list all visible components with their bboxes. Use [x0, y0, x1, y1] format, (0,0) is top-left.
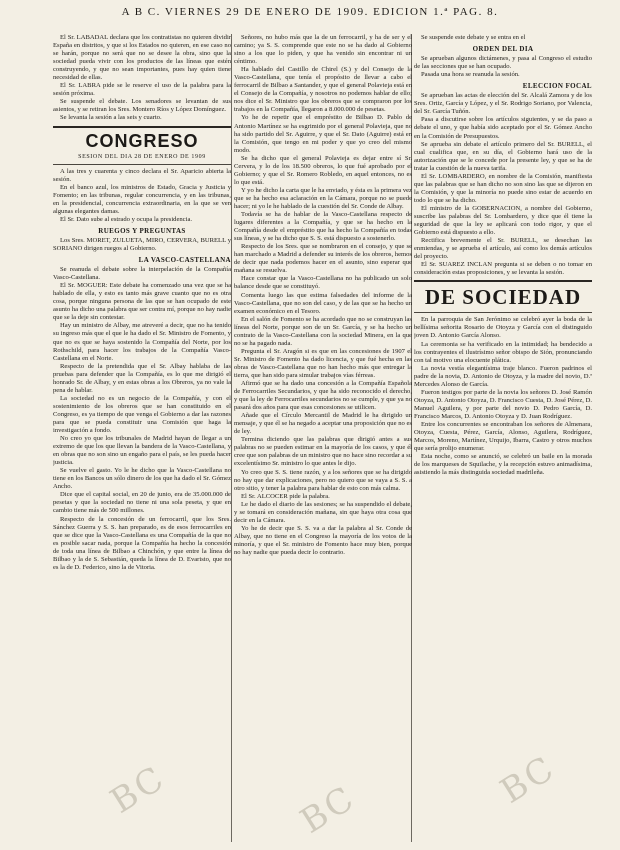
paragraph: Dice que el capital social, en 20 de junio, era de 35.000.000 de pesetas y que la sociedad no tiene ni una sola peseta, y que en cambio tiene más de 500 millones.	[53, 491, 231, 515]
eleccion-heading: ELECCION FOCAL	[522, 82, 592, 91]
paragraph: En el banco azul, los ministros de Estado, Gracia y Justicia y Fomento; en las tribunas, regular concurrencia, y en las tribunas, en la presidencial, concurrencia extraordinaria, en la que se ven algunas elegantes damas.	[53, 183, 231, 215]
paragraph: Le he dado el diario de las sesiones; se ha suspendido el debate, y se tomará en consideración mañana, sin que haya otra cosa que decir en la Cámara.	[234, 500, 412, 524]
watermark-stamp: BC	[493, 748, 563, 812]
paragraph: Se vuelve el gasto. Yo le he dicho que la Vasco-Castellana no tiene en los Bancos un sólo dinero de los que ha dado el Sr. Gómez Ancho.	[53, 467, 231, 491]
congreso-title: CONGRESO	[85, 130, 199, 151]
paragraph: La ceremonia se ha verificado en la intimidad; ha bendecido a los contrayentes el ilustrísimo señor obispo de Sión, pronunciando con tal motivo una elocuente plática.	[414, 340, 592, 364]
orden-del-dia-heading: ORDEN DEL DIA	[472, 45, 534, 54]
section-divider	[53, 126, 231, 128]
paragraph: Hay un ministro de Albay, me atreveré a decir, que no ha tenido su ingreso más que el que le ha dado el Sr. Ministro de Fomento, y que no es que se haya sostenido la Compañía del Norte, por los Rothschild, para hacer los trabajos de la Compañía Vasco-Castellana en el Norte.	[53, 322, 231, 362]
paragraph: Pasa a discutirse sobre los artículos siguientes, y se da paso a debate el uno, y que había sido aceptado por el Sr. Gómez Ancho en la Comisión de Presupuestos.	[414, 116, 592, 140]
paragraph: Los Sres. MORET, ZULUETA, MIRO, CERVERA, BURELL y SORIANO dirigen ruegos al Gobierno.	[53, 236, 231, 252]
paragraph: Fueron testigos por parte de la novia los señores D. José Ramón Otoyza, D. Antonio Otoyza, D. Francisco Cuesta, D. José Pérez, D. Manuel Aguilera, y por parte del novio D. Pedro García, D. Francisco Marcos, D. Antonio Otoyza y D. Juan Rodríguez.	[414, 388, 592, 420]
ruegos-heading: RUEGOS Y PREGUNTAS	[98, 226, 186, 235]
paragraph: En el salón de Fomento se ha acordado que no se construyan las líneas del Norte, porque son de un Sr. García, y se ha hecho un contrato de la Vasco-Castellana con la sociedad Minera, en la que no se ha pagado nada.	[234, 315, 412, 347]
paragraph: Yo he de decir que S. S. va a dar la palabra al Sr. Conde de Albay, que no tiene en el Congreso la mayoría de los votos de la minoría, y que el Sr. ministro de Fomento hace muy bien, porque no hay nadie que pueda decir lo contrario.	[234, 524, 412, 556]
column-2	[234, 34, 412, 842]
paragraph: Se suspende este debate y se entra en el	[421, 34, 526, 41]
page-header: A B C. VIERNES 29 DE ENERO DE 1909. EDICION 1.ª PAG. 8.	[121, 6, 499, 18]
paragraph: El Sr. ALCOCER pide la palabra.	[241, 492, 330, 500]
column-1	[53, 34, 231, 842]
paragraph: La sociedad no es un negocio de la Compañía, y con el sostenimiento de los obreros que se han constituido en el Congreso, es ya tiempo de que venga el Gobierno a dar las razones para que se pueda constituir una Comisión que haga la investigación a fondo.	[53, 394, 231, 435]
paragraph: Yo creo que S. S. tiene razón, y a los señores que se ha dirigido no hay que dar explicaciones, pero no quiero que se vaya a S. S. a otro sitio, y tener la palabra para hablar de esto con más calma.	[234, 468, 412, 492]
paragraph: Yo he de repetir que el empréstito de Bilbao D. Pablo de Antonio Martínez se ha esgrimido por el general Polavieja, que no ha sido partido del Sr. Aguirre, y que el Sr. Dato (Aguirre) está en la Comisión, que tengo en mi poder y que yo creo del mismo modo.	[234, 114, 412, 154]
paragraph: Termina diciendo que las palabras que dirigió antes a sus palabras no se pueden estimar en la mayoría de los casos, y que él cree que son palabras de un ministro que no hace sino recordar a su excelentísimo Sr. ministro lo que antes le dijo.	[234, 436, 412, 468]
paragraph: El ministro de la GOBERNACION, a nombre del Gobierno, suscribe las palabras del Sr. Lombardero, y dice que él tiene la seguridad de que la ley se aplicará con todo rigor, y que el Gobierno está dispuesto a ello.	[414, 204, 592, 237]
paragraph: En la parroquia de San Jerónimo se celebró ayer la boda de la bellísima señorita Rosario de Otoyza y García con el distinguido joven D. Antonio García Alonso.	[414, 316, 592, 340]
paragraph: Añade que el Círculo Mercantil de Madrid le ha dirigido un mensaje, y que él se ha negado a aceptar una proposición que no es de ley.	[234, 412, 412, 436]
paragraph: Señores, no hubo más que la de un ferrocarril, y ha de ser y el camino; ya S. S. comprende que este no se ha dado al Gobierno sino a los que lo piden, y que ha venido sin encontrar ni un céntimo.	[234, 34, 412, 66]
paragraph: Todavía se ha de hablar de la Vasco-Castellana respecto de lugares diferentes a la Compañía, y que se ha hecho en la Compañía desde el empréstito que ha hecho la Compañía en todas sus líneas, y se ha dicho que S. S. está dispuesto a sostenerlo.	[234, 211, 412, 243]
paragraph: Se levanta la sesión a las seis y cuarto.	[60, 114, 162, 122]
paragraph: La novia vestía elegantísima traje blanco. Fueron padrinos el padre de la novia, D. Antonio de Otoyza, y la madre del novio, D.ª Mercedes Alonso de García.	[414, 364, 592, 388]
paragraph: Se aprueban algunos dictámenes, y pasa al Congreso el estudio de las secciones que se han ocupado.	[414, 55, 592, 71]
vasco-heading: LA VASCO-CASTELLANA	[138, 256, 231, 265]
paragraph: Y yo he dicho la carta que le ha enviado, y ésta es la primera vez que se ha hecho esa aclaración en la Cámara, porque no se puede hacer; ni yo le he hablado de la cuestión del Sr. Conde de Albay.	[234, 186, 412, 210]
paragraph: Se ha dicho que el general Polavieja es dejar entre sí Sr. Cervera, y lo de los 18.500 obreros, lo que fué aprobado por el Gobierno; y que el Sr. Romero Robledo, en aquel entonces, no es lo que está.	[234, 154, 412, 186]
paragraph: Comenta luego las que estima falsedades del informe de la Vasco-Castellana, que no son del caso, y de las que se ha hecho un examen económico en el Tesoro.	[234, 291, 412, 315]
paragraph: El Sr. MOGUER: Este debate ha comenzado una vez que se ha hablado de ella, y esto es tanto más grave cuanto que no es otra cosa, porque ninguna persona de las que se han ocupado de este asunto ha dicho una palabra que ser contra mí, porque no hay nadie que se la deje sin contestar.	[53, 282, 231, 322]
paragraph: Pregunta el Sr. Aragón si es que en las concesiones de 1907 el Sr. Ministro de Fomento ha dado licencia, y que fué hecha en las obras de Vasco-Castellana que no han hecho más que entregar la tierra, que han sido para simular trabajos vías férreas.	[234, 347, 412, 379]
paragraph: El Sr. LABADAL declara que los contratistas no quieren dividir España en distritos, y que si los Estados no quieren, en ese caso no se harán, porque no será que no se desee la obra, sino que la sociedad pueda vivir con los productos de las líneas que estén construyendo, y que no sean importantes, pues hay quien tiene necesidad de ellas.	[53, 34, 231, 82]
column-rule	[231, 34, 232, 842]
paragraph: El Sr. LABRA pide se le reserve el uso de la palabra para la sesión próxima.	[53, 82, 231, 98]
column-3	[414, 34, 592, 842]
divider	[414, 312, 592, 313]
paragraph: Ha hablado del Castillo de Chirel (S.) y del Consejo de la Vasco-Castellana, que tenía el propósito de llevar a cabo el ferrocarril de Bilbao a Santander, y que el general Polavieja está en el Consejo de la Compañía, y nosotros no podemos hablar de ello; nos dice el Sr. Ministro que los obreros que se compraron por los trabajos en la Compañía, llegaron a 8.000.000 de pesetas.	[234, 66, 412, 114]
watermark-stamp: BC	[103, 758, 173, 822]
congreso-subtitle: SESION DEL DIA 28 DE ENERO DE 1909	[78, 153, 206, 160]
paragraph: Afirmó que se ha dado una concesión a la Compañía Española de Ferrocarriles Secundarios, y que ha sido reconocido el derecho, y que la ley de Ferrocarriles secundarios no se cumple, y que ya no pasará dos años para que esas concesiones se utilicen.	[234, 380, 412, 412]
paragraph: Entre los concurrentes se encontraban los señores de Almenara, Otoyza, Cuesta, Pérez, García, Alonso, Aguilera, Rodríguez, Marcos, Moreno, Martínez, Urquijo, Ibarra, Castro y otros muchos que sería prolijo enumerar.	[414, 420, 592, 453]
paragraph: Se reanuda el debate sobre la interpelación de la Compañía Vasco-Castellana.	[53, 266, 231, 282]
paragraph: Respecto de la concesión de un ferrocarril, que los Sres. Sánchez Guerra y S. S. han preparado, es de esos ferrocarriles en que se dice que la Vasco-Castellana es una Compañía de la que no es posible sacar nada, porque la Compañía ha hecho la concesión de toda una línea de Bilbao a Chinchón, y que entre la línea de Bilbao y la de S. Sebastián, queda la línea de D. Evaristo, que no es la de D. Federico, sino la de Vitoria.	[53, 515, 231, 571]
divider	[53, 164, 231, 165]
sociedad-title: DE SOCIEDAD	[424, 285, 582, 310]
paragraph: Rectifica brevemente el Sr. BURELL, se desechan las enmiendas, y se aprueba el artículo, así como los demás artículos del proyecto.	[414, 237, 592, 261]
paragraph: Hace constar que la Vasco-Castellana no ha publicado un solo balance desde que se constituyó.	[234, 275, 412, 291]
paragraph: El Sr. LOMBARDERO, en nombre de la Comisión, manifiesta que las palabras que se han dicho no son sino las que se dijeron en la Comisión, y que la minoría no puede sino estar de acuerdo en todo lo que se ha dicho.	[414, 172, 592, 204]
watermark-stamp: BC	[293, 778, 363, 842]
paragraph: A las tres y cuarenta y cinco declara el Sr. Aparicio abierta la sesión.	[53, 167, 231, 183]
paragraph: Respecto de la pretendida que el Sr. Albay hablaba de las pruebas para defender que la Compañía, es lo que me dirigió el honrado Sr. de Albay, y en estas obras a los Obreros, ya no vale la pena de hablar.	[53, 362, 231, 394]
paragraph: El Sr. Dato sube al estrado y ocupa la presidencia.	[60, 215, 193, 223]
paragraph: Respecto de los Sres. que se nombraron en el consejo, y que se han marchado a Madrid a defender su interés de los obreros, hemos de decir que nada podemos hacer en el asunto, sino esperar que mañana se resuelva.	[234, 243, 412, 275]
paragraph: El Sr. SUAREZ INCLAN pregunta si se deben o no tomar en consideración estas proposiciones, y se levanta la sesión.	[414, 261, 592, 277]
paragraph: Se aprueban las actas de elección del Sr. Alcalá Zamora y de los Sres. Ortiz, García y López, y el Sr. Rodrigo Soriano, por Valencia, del Sr. García Tuñón.	[414, 92, 592, 116]
section-divider	[414, 280, 592, 282]
paragraph: Se aprueba sin debate el artículo primero del Sr. BURELL, el cual cualifica que, en su día, el Gobierno hará uso de la autorización que se le concede por la presente ley, y que se ha de tratar la cuestión de la nueva tarifa.	[414, 140, 592, 172]
paragraph: No creo yo que los tribunales de Madrid hayan de llegar a un extremo de que los que llevan la bandera de la Vasco-Castellana, y en obras que no son sino un engaño para el país, se les pueda hacer justicia.	[53, 435, 231, 467]
paragraph: Esta noche, como se anunció, se celebró un baile en la morada de los marqueses de Squilache, y la recepción estuvo animadísima, asistiendo la más distinguida sociedad madrileña.	[414, 453, 592, 477]
paragraph: Se suspende el debate. Los senadores se levantan de sus asientos, y se retiran los Sres. Montero Ríos y López Domínguez.	[53, 98, 231, 114]
paragraph: Pasada una hora se reanuda la sesión.	[421, 71, 520, 79]
